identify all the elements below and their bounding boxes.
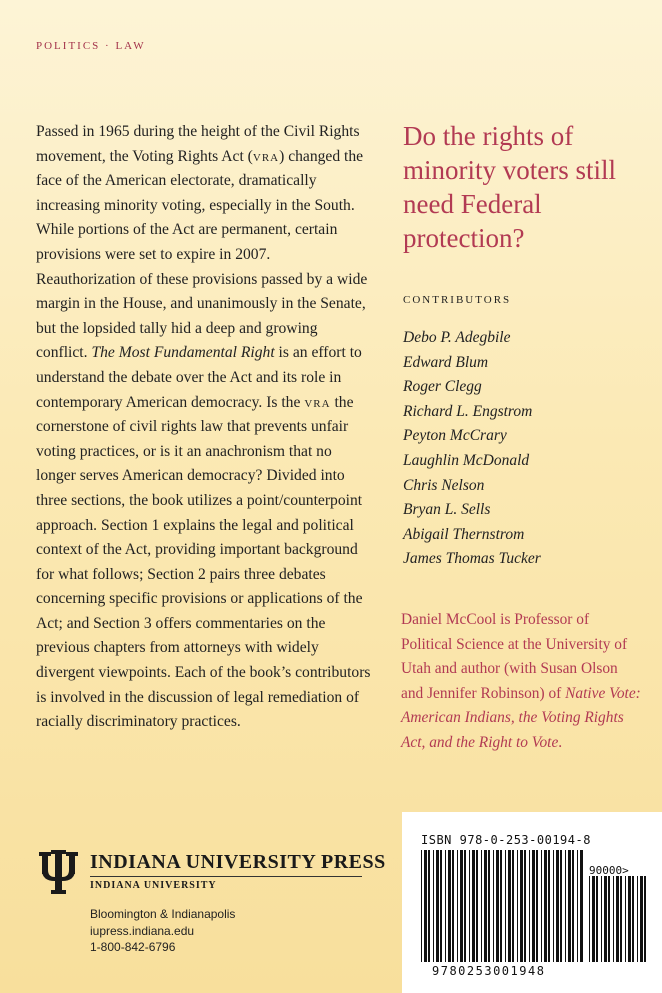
contributors-heading: CONTRIBUTORS <box>403 294 512 306</box>
contributor-item: James Thomas Tucker <box>403 550 541 568</box>
blurb-text-3: is an effort to understand the debate over the Act and its role in contemporary American democracy. Is the <box>36 344 362 411</box>
vra-acronym: vra <box>252 147 280 165</box>
author-book-title: Native Vote: American Indians, the Voting Rights Act, and the Right to Vote <box>401 684 641 751</box>
author-bio <box>401 608 641 756</box>
contributor-item: Bryan L. Sells <box>403 501 491 519</box>
iu-trident-logo-icon <box>36 850 81 895</box>
isbn-label: ISBN 978-0-253-00194-8 <box>421 833 591 847</box>
publisher-contact <box>90 906 235 956</box>
author-bio-text: Daniel McCool is Professor of Political Science at the University of Utah and author (with Susan Olson and Jennifer Robinson) of <box>401 611 628 702</box>
publisher-city: Bloomington & Indianapolis <box>90 907 236 921</box>
contributor-item: Laughlin McDonald <box>403 451 530 469</box>
vra-acronym-2: vra <box>304 393 331 411</box>
blurb-text-1: Passed in 1965 during the height of the Civil Rights movement, the Voting Rights Act ( <box>36 123 360 165</box>
blurb-text-2: ) changed the face of the American electorate, dramatically increasing minority voting, especially in the South. While portions of the Act are permanent, certain provisions were set to expire in 2007. Reauthorization of these provisions passed by a wide margin in the House, and unanimously in the Senate, but the lopsided tally hid a deep and growing conflict. <box>36 147 368 362</box>
price-code: 90000> <box>589 864 629 877</box>
publisher-divider <box>90 876 362 877</box>
publisher-phone: 1-800-842-6796 <box>90 940 176 954</box>
back-cover-blurb <box>36 120 371 735</box>
contributor-item: Peyton McCrary <box>403 427 507 445</box>
contributor-item: Edward Blum <box>403 353 489 371</box>
book-title: The Most Fundamental Right <box>91 344 275 362</box>
publisher-university: INDIANA UNIVERSITY <box>90 880 217 891</box>
author-bio-end: . <box>558 733 563 751</box>
contributor-item: Chris Nelson <box>403 476 485 494</box>
headline-question: Do the rights of minority voters still need Federal protection? <box>403 121 616 253</box>
blurb-text-4: the cornerstone of civil rights law that prevents unfair voting practices, or is it an anachronism that no longer serves American democracy? Divided into three sections, the book utilizes a point/counterpoint approach. Section 1 explains the legal and political context of the Act, providing important background for what follows; Section 2 pairs three debates concerning specific provisions or applications of the Act; and Section 3 offers commentaries on the previous chapters from attorneys with widely divergent viewpoints. Each of the book’s contributors is involved in the discussion of legal remediation of racially discriminatory practices. <box>36 393 371 731</box>
contributor-item: Roger Clegg <box>403 378 482 396</box>
barcode-digits: 9780253001948 <box>432 964 546 978</box>
contributors-list <box>403 326 541 572</box>
contributor-item: Richard L. Engstrom <box>403 402 533 420</box>
contributor-item: Debo P. Adegbile <box>403 329 511 346</box>
publisher-url[interactable]: iupress.indiana.edu <box>90 923 195 938</box>
category-label: POLITICS · LAW <box>36 40 146 52</box>
publisher-name: INDIANA UNIVERSITY PRESS <box>90 851 386 873</box>
contributor-item: Abigail Thernstrom <box>403 525 525 543</box>
